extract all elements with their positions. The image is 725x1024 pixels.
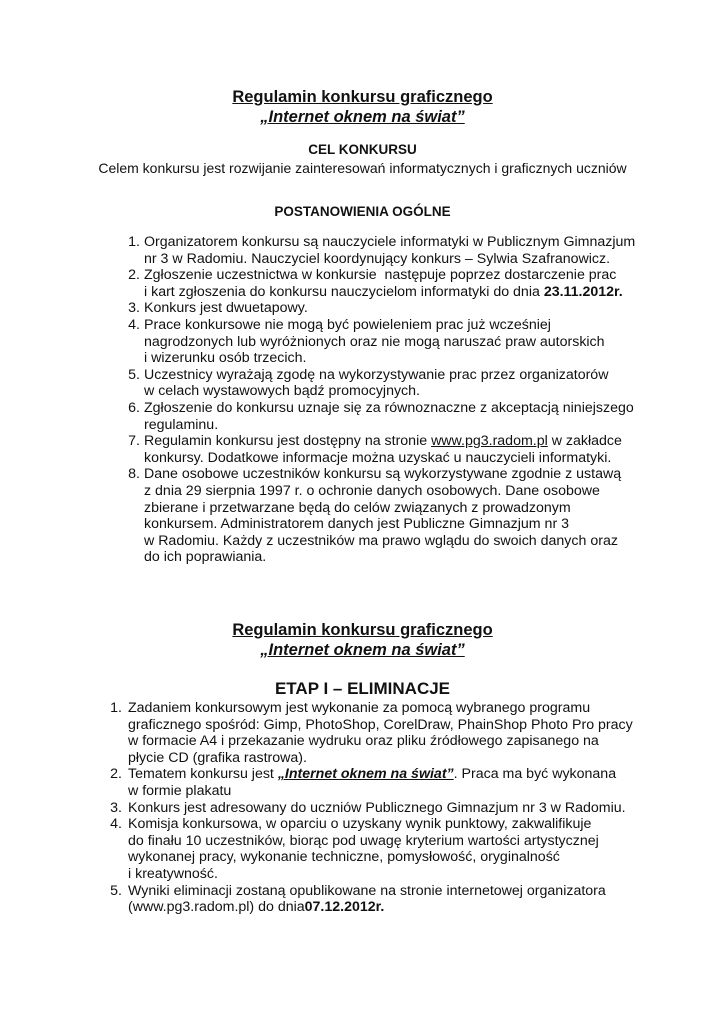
regulation-title: Regulamin konkursu graficznego <box>232 88 493 106</box>
general-provisions-heading: POSTANOWIENIA OGÓLNE <box>274 204 451 219</box>
list-item: 3. Konkurs jest adresowany do uczniów Publicznego Gimnazjum nr 3 w Radomiu. <box>110 799 626 816</box>
goal-text: Celem konkursu jest rozwijanie zainteresowań informatycznych i graficznych uczniów <box>98 160 627 176</box>
list-item: 3. Konkurs jest dwuetapowy. <box>128 300 308 317</box>
list-item: 5. Wyniki eliminacji zostaną opublikowane na stronie internetowej organizatora (www.pg3.radom.pl) do dnia07.12.2012r. <box>110 882 606 916</box>
list-item: 1. Zadaniem konkursowym jest wykonanie za pomocą wybranego programu graficznego spośród: Gimp, PhotoShop, CorelDraw, PhainShop Photo Pro pracy w formacie A4 i przekazanie wydruku oraz pliku źródłowego zapisanego na płycie CD (grafika rastrowa). <box>110 700 633 766</box>
list-item: 7. Regulamin konkursu jest dostępny na stronie www.pg3.radom.pl w zakładce konkursy. Dodatkowe informacje można uzyskać u nauczycieli informatyki. <box>128 433 622 466</box>
results-date: 07.12.2012r. <box>304 899 385 916</box>
list-item: 2. Tematem konkursu jest „Internet oknem na świat”. Praca ma być wykonana w formie plakatu <box>110 766 617 799</box>
regulation-subtitle-2: „Internet oknem na świat” <box>260 641 465 659</box>
list-item: 1. Organizatorem konkursu są nauczyciele informatyki w Publicznym Gimnazjum nr 3 w Radomiu. Nauczyciel koordynujący konkurs – Sylwia Szafranowicz. <box>128 234 636 267</box>
list-item: 5. Uczestnicy wyrażają zgodę na wykorzystywanie prac przez organizatorów w celach wystawowych bądź promocyjnych. <box>128 366 609 400</box>
deadline-date: 23.11.2012r. <box>543 283 623 300</box>
list-item: 2. Zgłoszenie uczestnictwa w konkursie następuje poprzez dostarczenie prac i kart zgłoszenia do konkursu nauczycielom informatyki do dnia 23.11.2012r. <box>128 267 623 300</box>
regulation-subtitle: „Internet oknem na świat” <box>260 108 465 126</box>
goal-heading: CEL KONKURSU <box>308 142 417 157</box>
general-provisions-list <box>128 234 664 566</box>
contest-theme: „Internet oknem na świat” <box>277 766 454 783</box>
list-item: 4. Komisja konkursowa, w oparciu o uzyskany wynik punktowy, zakwalifikuje do finału 10 uczestników, biorąc pod uwagę kryterium wartości artystycznej wykonanej pracy, wykonanie techniczne, pomysłowość, oryginalność i kreatywność. <box>110 816 599 882</box>
stage-heading: ETAP I – ELIMINACJE <box>274 679 451 698</box>
regulation-title-2: Regulamin konkursu graficznego <box>232 621 493 639</box>
website-link[interactable]: www.pg3.radom.pl <box>431 433 548 450</box>
list-item: 6. Zgłoszenie do konkursu uznaje się za równoznaczne z akceptacją niniejszego regulaminu. <box>128 399 634 433</box>
list-item: 8. Dane osobowe uczestników konkursu są wykorzystywane zgodnie z ustawą z dnia 29 sierpnia 1997 r. o ochronie danych osobowych. Dane osobowe zbierane i przetwarzane będą do celów związanych z prowadzonym konkursem. Administratorem danych jest Publiczne Gimnazjum nr 3 w Radomiu. Każdy z uczestników ma prawo wglądu do swoich danych oraz do ich poprawiania. <box>128 466 622 566</box>
stage-rules-list <box>110 700 668 916</box>
list-item: 4. Prace konkursowe nie mogą być powieleniem prac już wcześniej nagrodzonych lub wyróżnionych oraz nie mogą naruszać praw autorskich i wizerunku osób trzecich. <box>128 316 605 367</box>
